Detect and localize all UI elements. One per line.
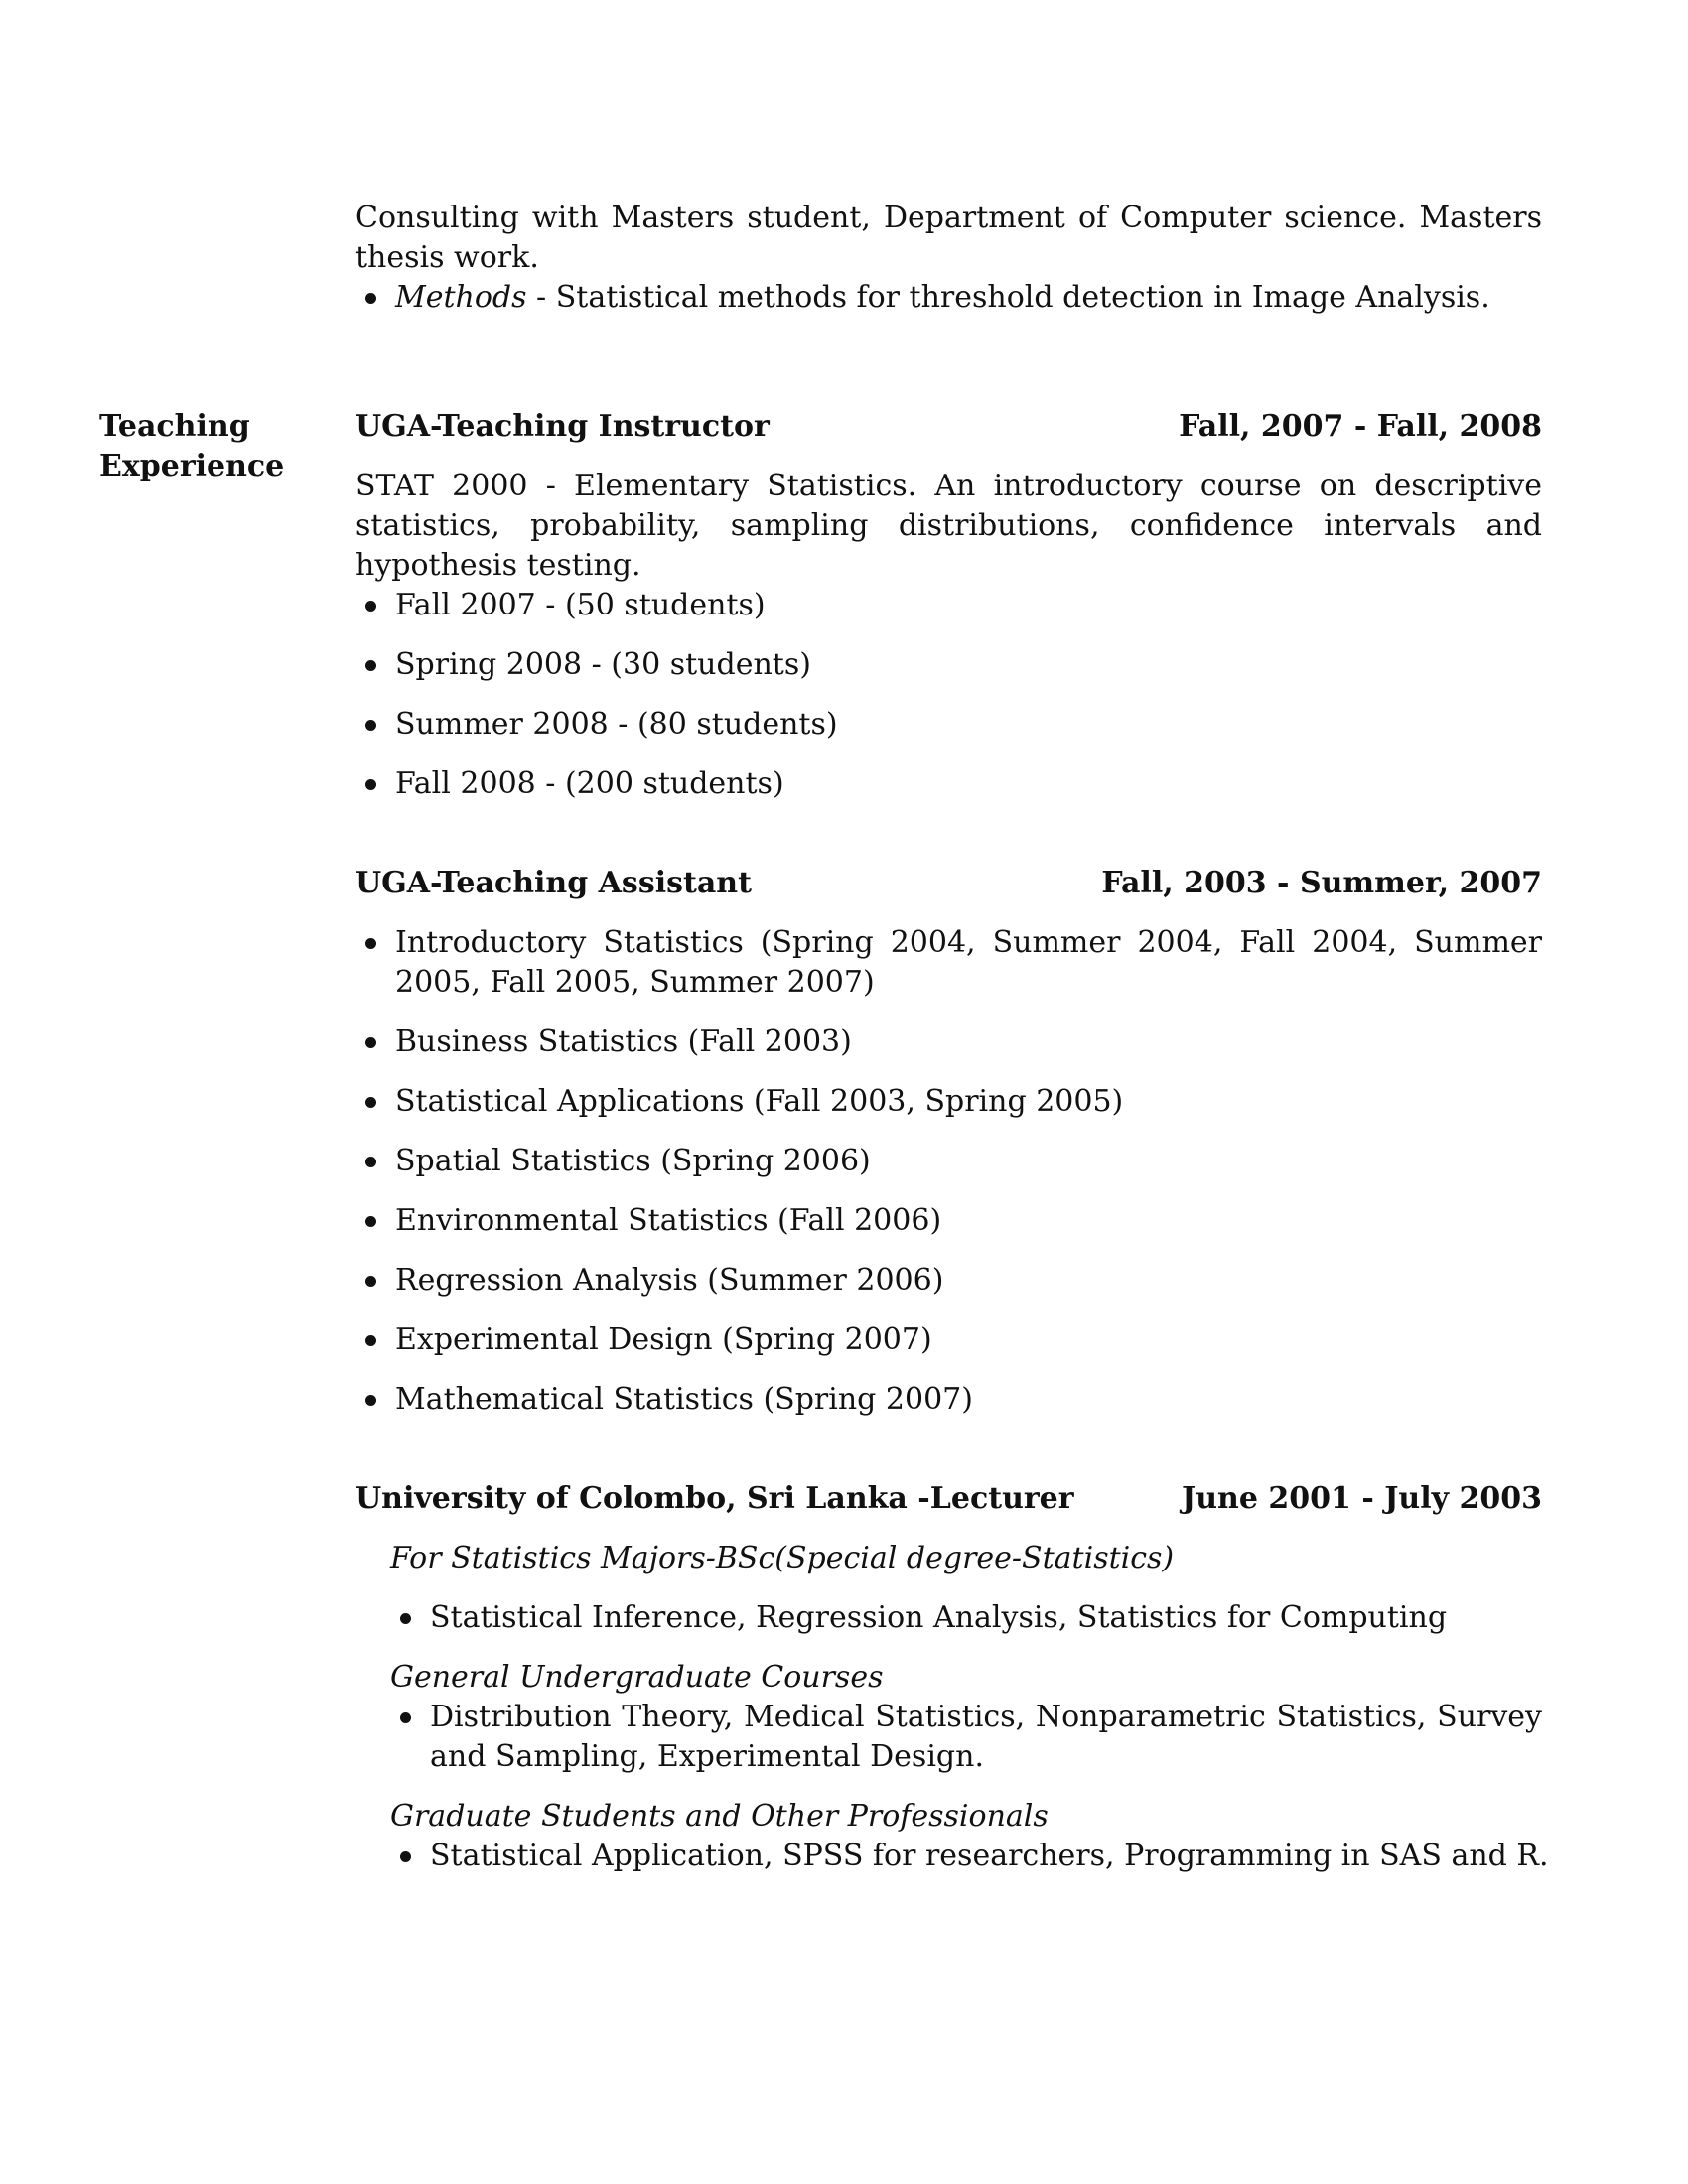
instructor-description: STAT 2000 - Elementary Statistics. An introductory course on descriptive statistics, probability, sampling distributions, confidence intervals and hypothesis testing. [355, 469, 1542, 583]
bullet-icon [365, 1216, 376, 1227]
list-item-text: Environmental Statistics (Fall 2006) [395, 1203, 942, 1238]
bullet-icon [365, 1157, 376, 1167]
list-item-text: Summer 2008 - (80 students) [395, 707, 838, 742]
list-item-text: Fall 2007 - (50 students) [395, 588, 766, 622]
lecturer-title: University of Colombo, Sri Lanka -Lecturer [355, 1481, 1074, 1516]
methods-text: - Statistical methods for threshold detection in Image Analysis. [526, 280, 1490, 315]
consulting-description: Consulting with Masters student, Department of Computer science. Masters thesis work. [355, 201, 1542, 275]
bullet-icon [365, 293, 376, 304]
lecturer-group-heading: General Undergraduate Courses [390, 1660, 884, 1695]
bullet-icon [365, 1037, 376, 1048]
instructor-dates: Fall, 2007 - Fall, 2008 [1179, 409, 1542, 444]
bullet-icon [365, 1097, 376, 1108]
list-item-text: Business Statistics (Fall 2003) [395, 1024, 852, 1059]
methods-label: Methods [395, 280, 527, 315]
list-item-text: Mathematical Statistics (Spring 2007) [395, 1382, 973, 1417]
list-item-text: Statistical Applications (Fall 2003, Spring 2005) [395, 1084, 1124, 1119]
bullet-icon [365, 779, 376, 790]
list-item-text: Fall 2008 - (200 students) [395, 766, 784, 801]
bullet-icon [365, 1276, 376, 1287]
lecturer-dates: June 2001 - July 2003 [1182, 1481, 1542, 1516]
list-item-text: Experimental Design (Spring 2007) [395, 1322, 932, 1357]
section-label-experience: Experience [99, 449, 285, 483]
bullet-icon [365, 660, 376, 671]
bullet-icon [365, 1395, 376, 1406]
bullet-icon [400, 1851, 411, 1862]
list-item-text: Statistical Inference, Regression Analysis, Statistics for Computing [430, 1600, 1448, 1635]
list-item-text: Distribution Theory, Medical Statistics, Nonparametric Statistics, Survey and Sampling, Experimental Design. [430, 1700, 1542, 1774]
list-item-text: Introductory Statistics (Spring 2004, Summer 2004, Fall 2004, Summer 2005, Fall 2005, Summer 2007) [395, 925, 1542, 1000]
section-label-teaching: Teaching [99, 409, 250, 444]
bullet-icon [365, 1335, 376, 1346]
instructor-title: UGA-Teaching Instructor [355, 409, 770, 444]
list-item-text: Spring 2008 - (30 students) [395, 647, 811, 682]
bullet-icon [400, 1712, 411, 1723]
lecturer-group-heading: For Statistics Majors-BSc(Special degree-Statistics) [390, 1541, 1175, 1575]
bullet-icon [400, 1613, 411, 1624]
assistant-title: UGA-Teaching Assistant [355, 866, 752, 900]
list-item-text: Spatial Statistics (Spring 2006) [395, 1144, 871, 1178]
list-item-text: Regression Analysis (Summer 2006) [395, 1263, 944, 1297]
bullet-icon [365, 720, 376, 731]
bullet-icon [365, 601, 376, 612]
assistant-dates: Fall, 2003 - Summer, 2007 [1101, 866, 1542, 900]
bullet-icon [365, 938, 376, 949]
list-item-text: Statistical Application, SPSS for researchers, Programming in SAS and R. [430, 1839, 1549, 1873]
lecturer-group-heading: Graduate Students and Other Professionals [390, 1799, 1049, 1834]
